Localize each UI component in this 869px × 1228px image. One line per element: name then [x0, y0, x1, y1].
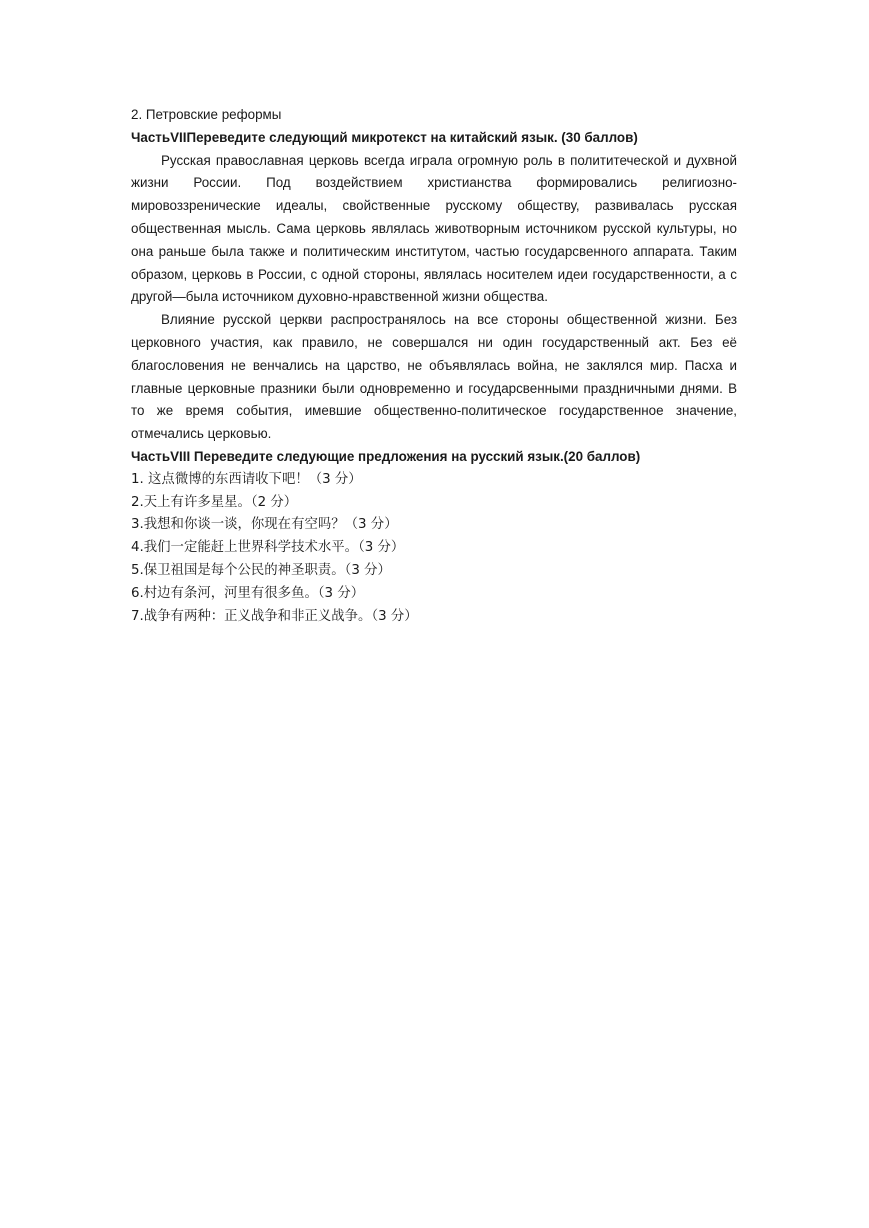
part8-item-4: 4.我们一定能赶上世界科学技术水平。（3 分） — [131, 540, 405, 556]
part8-item-2: 2.天上有许多星星。（2 分） — [131, 494, 298, 510]
part8-item-1: 1. 这点微博的东西请收下吧！（3 分） — [131, 471, 362, 487]
part8-heading: ЧастьVIII Переведите следующие предложения на русский язык.(20 баллов) — [131, 448, 641, 464]
part7-paragraph-2: Влияние русской церкви распространялось на все стороны общественной жизни. Без церковного участия, как правило, не совершался ни один государственный акт. Без её благословения не венчались на царство, не объявлялась война, не заклялся мир. Пасха и главные церковные празники были одновременно и государсвенными праздничными днями. В то же время события, имевшие общественно-политическое государственное значение, отмечались церковью. — [131, 312, 737, 442]
part8-item-5: 5.保卫祖国是每个公民的神圣职责。（3 分） — [131, 562, 391, 578]
part8-item-3: 3.我想和你谈一谈，你现在有空吗？（3 分） — [131, 517, 398, 533]
topic-line: 2. Петровские реформы — [131, 107, 282, 122]
part8-item-7: 7.战争有两种：正义战争和非正义战争。（3 分） — [131, 608, 418, 624]
part8-item-6: 6.村边有条河，河里有很多鱼。（3 分） — [131, 585, 365, 601]
document-page — [131, 104, 737, 628]
part7-heading: ЧастьVIIПереведите следующий микротекст на китайский язык. (30 баллов) — [131, 129, 638, 145]
part7-paragraph-1: Русская православная церковь всегда играла огромную роль в полититеческой и духвной жизни России. Под воздействием христианства формировались религиозно-мировоззренические идеалы, свойственные русскому обществу, развивалась русская общественная мысль. Сама церковь являлась животворным источником русской культуры, но она раньше была также и политическим институтом, частью государсвенного аппарата. Таким образом, церковь в России, с одной стороны, являлась носителем идеи государственности, а с другой—была источником духовно-нравственной жизни общества. — [131, 152, 737, 305]
